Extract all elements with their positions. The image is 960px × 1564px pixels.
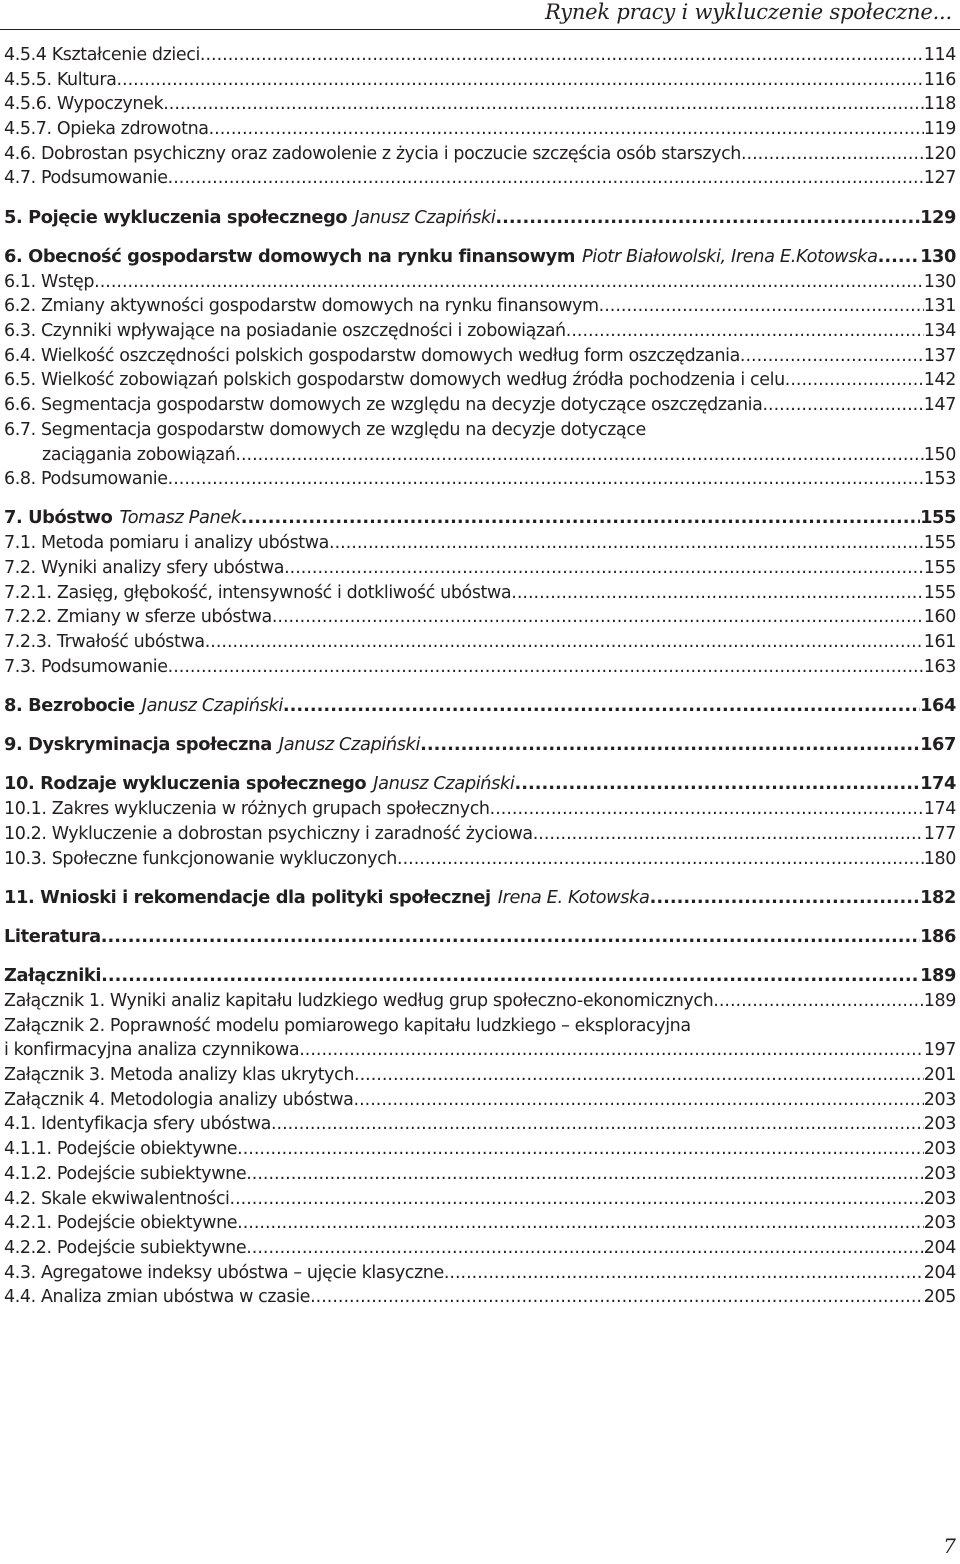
toc-entry-title: 4.2.1. Podejście obiektywne bbox=[4, 1213, 238, 1234]
toc-entry bbox=[4, 92, 956, 117]
dot-leader bbox=[246, 1236, 924, 1261]
toc-entry-page: 116 bbox=[923, 69, 956, 90]
toc-chapter-entry bbox=[4, 206, 956, 231]
toc-entry bbox=[4, 166, 956, 191]
toc-entry bbox=[4, 531, 956, 556]
dot-leader bbox=[116, 68, 923, 93]
toc-entry-page: 114 bbox=[923, 45, 956, 65]
dot-leader bbox=[205, 630, 924, 655]
toc-entry-title: 7.1. Metoda pomiaru i analizy ubóstwa bbox=[4, 533, 329, 554]
toc-entry-title: 9. Dyskryminacja społeczna bbox=[4, 734, 272, 756]
toc-entry-title: 4.6. Dobrostan psychiczny oraz zadowolenie z życia i poczucie szczęścia osób starszych bbox=[4, 143, 741, 164]
toc-entry bbox=[4, 117, 956, 142]
toc-chapter-entry bbox=[4, 772, 956, 797]
toc-entry bbox=[4, 1088, 956, 1113]
dot-leader bbox=[94, 270, 924, 295]
toc-chapter-entry bbox=[4, 886, 956, 911]
toc-entry-page: 180 bbox=[923, 848, 956, 869]
toc-entry-page: 177 bbox=[923, 823, 956, 844]
toc-entry-page: 155 bbox=[923, 533, 956, 554]
dot-leader bbox=[878, 245, 921, 270]
toc-entry bbox=[4, 1236, 956, 1261]
toc-entry-title: Literatura bbox=[4, 926, 101, 948]
toc-entry bbox=[4, 797, 956, 822]
toc-entry bbox=[4, 418, 956, 443]
toc-entry bbox=[4, 68, 956, 93]
toc-entry bbox=[4, 1063, 956, 1088]
toc-entry-page: 186 bbox=[920, 926, 956, 948]
toc-entry bbox=[4, 989, 956, 1014]
toc-entry-page: 130 bbox=[920, 246, 956, 267]
dot-leader bbox=[354, 1063, 924, 1088]
toc-chapter-entry bbox=[4, 506, 956, 531]
toc-entry-page: 134 bbox=[923, 321, 956, 342]
dot-leader bbox=[511, 581, 924, 606]
toc-entry bbox=[4, 1187, 956, 1212]
toc-chapter-entry bbox=[4, 733, 956, 758]
toc-entry-page: 153 bbox=[923, 469, 956, 490]
toc-entry bbox=[4, 581, 956, 606]
toc-entry-page: 120 bbox=[923, 143, 956, 164]
toc-entry-title: 4.5.4 Kształcenie dzieci bbox=[4, 45, 200, 65]
toc-entry-page: 137 bbox=[923, 345, 956, 366]
dot-leader bbox=[209, 117, 924, 142]
toc-entry-page: 118 bbox=[923, 94, 956, 115]
dot-leader bbox=[533, 822, 924, 847]
dot-leader bbox=[168, 467, 924, 492]
toc-entry-title: i konfirmacyjna analiza czynnikowa bbox=[4, 1040, 300, 1061]
toc-entry-page: 119 bbox=[923, 119, 956, 140]
toc-entry-title: 10.3. Społeczne funkcjonowanie wykluczonych bbox=[4, 848, 397, 869]
toc-entry-title: 10. Rodzaje wykluczenia społecznego bbox=[4, 773, 367, 795]
toc-entry bbox=[4, 1162, 956, 1187]
toc-entry-page: 203 bbox=[923, 1139, 956, 1160]
toc-entry-title: 7.2.2. Zmiany w sferze ubóstwa bbox=[4, 607, 272, 628]
toc-entry bbox=[4, 655, 956, 680]
toc-entry-title: 4.5.7. Opieka zdrowotna bbox=[4, 119, 209, 140]
dot-leader bbox=[246, 1162, 924, 1187]
table-of-contents bbox=[4, 43, 956, 1310]
toc-entry-title: 5. Pojęcie wykluczenia społecznego bbox=[4, 206, 348, 228]
toc-entry-title: 7. Ubóstwo bbox=[4, 507, 113, 529]
page-number: 7 bbox=[943, 1534, 956, 1558]
toc-entry-title: 6.2. Zmiany aktywności gospodarstw domowych na rynku finansowym bbox=[4, 296, 599, 317]
dot-leader bbox=[397, 847, 924, 872]
toc-entry-page: 127 bbox=[923, 168, 956, 189]
toc-entry-author: Janusz Czapiński bbox=[141, 694, 283, 716]
dot-leader bbox=[241, 506, 920, 531]
toc-entry-title: 7.2. Wyniki analizy sfery ubóstwa bbox=[4, 557, 285, 578]
dot-leader bbox=[101, 925, 920, 950]
toc-entry-page: 142 bbox=[923, 370, 956, 391]
toc-entry bbox=[4, 294, 956, 319]
toc-entry-title: 6. Obecność gospodarstw domowych na rynku finansowym bbox=[4, 246, 575, 267]
toc-entry-page: 160 bbox=[923, 607, 956, 628]
toc-entry-title: 4.2.2. Podejście subiektywne bbox=[4, 1237, 247, 1258]
running-header: Rynek pracy i wykluczenie społeczne... bbox=[544, 0, 952, 24]
toc-entry-page: 189 bbox=[920, 965, 956, 987]
dot-leader bbox=[785, 368, 924, 393]
toc-entry-page: 131 bbox=[923, 296, 956, 317]
toc-entry bbox=[4, 630, 956, 655]
toc-entry-page: 161 bbox=[923, 631, 956, 652]
toc-entry-title: zaciągania zobowiązań bbox=[42, 444, 236, 465]
dot-leader bbox=[650, 886, 921, 911]
toc-entry-title: 6.3. Czynniki wpływające na posiadanie oszczędności i zobowiązań bbox=[4, 321, 566, 342]
dot-leader bbox=[310, 1285, 924, 1310]
toc-entry-continuation bbox=[4, 443, 956, 468]
dot-leader bbox=[495, 206, 920, 231]
dot-leader bbox=[271, 1112, 924, 1137]
toc-entry-page: 174 bbox=[920, 773, 956, 795]
toc-chapter-entry bbox=[4, 245, 956, 270]
toc-entry-page: 129 bbox=[920, 206, 956, 228]
toc-entry-page: 182 bbox=[920, 886, 956, 908]
header-rule bbox=[0, 29, 960, 30]
toc-entry-continuation bbox=[4, 1038, 956, 1063]
toc-entry-title: 4.7. Podsumowanie bbox=[4, 168, 168, 189]
toc-entry bbox=[4, 1285, 956, 1310]
toc-entry-title: 6.7. Segmentacja gospodarstw domowych ze względu na decyzje dotyczące bbox=[4, 419, 646, 440]
toc-entry-page: 204 bbox=[923, 1237, 956, 1258]
toc-entry-title: 4.1.1. Podejście obiektywne bbox=[4, 1139, 238, 1160]
toc-entry-title: Załącznik 3. Metoda analizy klas ukrytych bbox=[4, 1065, 355, 1086]
toc-entry-author: Piotr Białowolski, Irena E.Kotowska bbox=[581, 246, 878, 267]
toc-entry-author: Tomasz Panek bbox=[119, 507, 241, 529]
toc-entry-page: 201 bbox=[923, 1065, 956, 1086]
dot-leader bbox=[741, 142, 924, 167]
dot-leader bbox=[444, 1261, 924, 1286]
toc-entry bbox=[4, 847, 956, 872]
dot-leader bbox=[514, 772, 920, 797]
toc-entry-title: 4.3. Agregatowe indeksy ubóstwa – ujęcie klasyczne bbox=[4, 1262, 444, 1283]
toc-entry-page: 155 bbox=[920, 507, 956, 529]
toc-entry-page: 205 bbox=[923, 1287, 956, 1308]
toc-entry-title: 4.1.2. Podejście subiektywne bbox=[4, 1163, 247, 1184]
toc-entry-title: 7.2.3. Trwałość ubóstwa bbox=[4, 631, 205, 652]
toc-entry-title: 11. Wnioski i rekomendacje dla polityki społecznej bbox=[4, 886, 491, 908]
toc-entry-page: 189 bbox=[923, 991, 956, 1012]
toc-entry-title: 6.5. Wielkość zobowiązań polskich gospodarstw domowych według źródła pochodzenia i celu bbox=[4, 370, 785, 391]
toc-entry-author: Janusz Czapiński bbox=[278, 734, 421, 756]
toc-entry-page: 155 bbox=[923, 557, 956, 578]
dot-leader bbox=[762, 393, 923, 418]
dot-leader bbox=[740, 344, 924, 369]
toc-entry-title: Załącznik 1. Wyniki analiz kapitału ludzkiego według grup społeczno-ekonomicznych bbox=[4, 991, 714, 1012]
toc-entry bbox=[4, 467, 956, 492]
dot-leader bbox=[230, 1187, 924, 1212]
toc-entry bbox=[4, 556, 956, 581]
toc-entry bbox=[4, 270, 956, 295]
toc-entry-title: 4.5.5. Kultura bbox=[4, 69, 117, 90]
toc-entry-page: 204 bbox=[923, 1262, 956, 1283]
toc-entry-page: 164 bbox=[920, 694, 956, 716]
toc-entry bbox=[4, 393, 956, 418]
toc-entry-page: 203 bbox=[923, 1188, 956, 1209]
toc-entry-title: Załącznik 4. Metodologia analizy ubóstwa bbox=[4, 1089, 354, 1110]
dot-leader bbox=[713, 989, 924, 1014]
dot-leader bbox=[101, 964, 920, 989]
dot-leader bbox=[299, 1038, 924, 1063]
toc-entry bbox=[4, 43, 956, 68]
dot-leader bbox=[168, 655, 924, 680]
toc-chapter-entry bbox=[4, 694, 956, 719]
toc-entry-title: 7.2.1. Zasięg, głębokość, intensywność i dotkliwość ubóstwa bbox=[4, 582, 512, 603]
toc-entry bbox=[4, 1261, 956, 1286]
toc-entry-title: 4.5.6. Wypoczynek bbox=[4, 94, 164, 115]
dot-leader bbox=[354, 1088, 924, 1113]
toc-entry bbox=[4, 1112, 956, 1137]
toc-entry-author: Janusz Czapiński bbox=[354, 206, 496, 228]
toc-entry bbox=[4, 1211, 956, 1236]
toc-entry-page: 167 bbox=[920, 734, 956, 756]
toc-entry-page: 150 bbox=[923, 444, 956, 465]
toc-entry-title: 6.1. Wstęp bbox=[4, 271, 95, 292]
toc-entry-title: 10.1. Zakres wykluczenia w różnych grupach społecznych bbox=[4, 799, 490, 820]
toc-entry-title: 7.3. Podsumowanie bbox=[4, 656, 168, 677]
dot-leader bbox=[237, 1137, 924, 1162]
toc-entry bbox=[4, 319, 956, 344]
toc-entry-author: Irena E. Kotowska bbox=[497, 886, 650, 908]
toc-entry-title: 4.2. Skale ekwiwalentności bbox=[4, 1188, 230, 1209]
toc-entry-title: Załączniki bbox=[4, 965, 102, 987]
toc-entry bbox=[4, 368, 956, 393]
toc-entry bbox=[4, 1014, 956, 1039]
toc-chapter-entry bbox=[4, 925, 956, 950]
toc-entry bbox=[4, 1137, 956, 1162]
toc-entry bbox=[4, 605, 956, 630]
toc-entry-title: 4.1. Identyfikacja sfery ubóstwa bbox=[4, 1114, 271, 1135]
toc-entry-page: 203 bbox=[923, 1089, 956, 1110]
dot-leader bbox=[599, 294, 924, 319]
dot-leader bbox=[168, 166, 924, 191]
toc-entry-page: 174 bbox=[923, 799, 956, 820]
dot-leader bbox=[163, 92, 924, 117]
dot-leader bbox=[235, 443, 923, 468]
dot-leader bbox=[283, 694, 920, 719]
toc-entry-page: 155 bbox=[923, 582, 956, 603]
toc-entry bbox=[4, 822, 956, 847]
toc-entry-title: 10.2. Wykluczenie a dobrostan psychiczny i zaradność życiowa bbox=[4, 823, 533, 844]
toc-entry-page: 197 bbox=[923, 1040, 956, 1061]
dot-leader bbox=[272, 605, 924, 630]
dot-leader bbox=[200, 43, 924, 68]
toc-entry-title: 6.4. Wielkość oszczędności polskich gospodarstw domowych według form oszczędzania bbox=[4, 345, 740, 366]
toc-entry bbox=[4, 344, 956, 369]
toc-entry-title: 6.8. Podsumowanie bbox=[4, 469, 168, 490]
toc-entry-page: 147 bbox=[923, 395, 956, 416]
dot-leader bbox=[490, 797, 924, 822]
toc-entry-page: 203 bbox=[923, 1213, 956, 1234]
dot-leader bbox=[420, 733, 920, 758]
toc-entry-page: 203 bbox=[923, 1163, 956, 1184]
toc-entry-title: 6.6. Segmentacja gospodarstw domowych ze względu na decyzje dotyczące oszczędzania bbox=[4, 395, 763, 416]
dot-leader bbox=[329, 531, 924, 556]
toc-entry-author: Janusz Czapiński bbox=[373, 773, 515, 795]
dot-leader bbox=[566, 319, 924, 344]
toc-entry-title: 8. Bezrobocie bbox=[4, 694, 135, 716]
toc-entry-page: 163 bbox=[923, 656, 956, 677]
toc-chapter-entry bbox=[4, 964, 956, 989]
toc-entry-page: 130 bbox=[923, 271, 956, 292]
dot-leader bbox=[284, 556, 924, 581]
toc-entry-title: Załącznik 2. Poprawność modelu pomiarowego kapitału ludzkiego – eksploracyjna bbox=[4, 1015, 691, 1036]
dot-leader bbox=[237, 1211, 924, 1236]
toc-entry-title: 4.4. Analiza zmian ubóstwa w czasie bbox=[4, 1287, 311, 1308]
toc-entry-page: 203 bbox=[923, 1114, 956, 1135]
toc-entry bbox=[4, 142, 956, 167]
